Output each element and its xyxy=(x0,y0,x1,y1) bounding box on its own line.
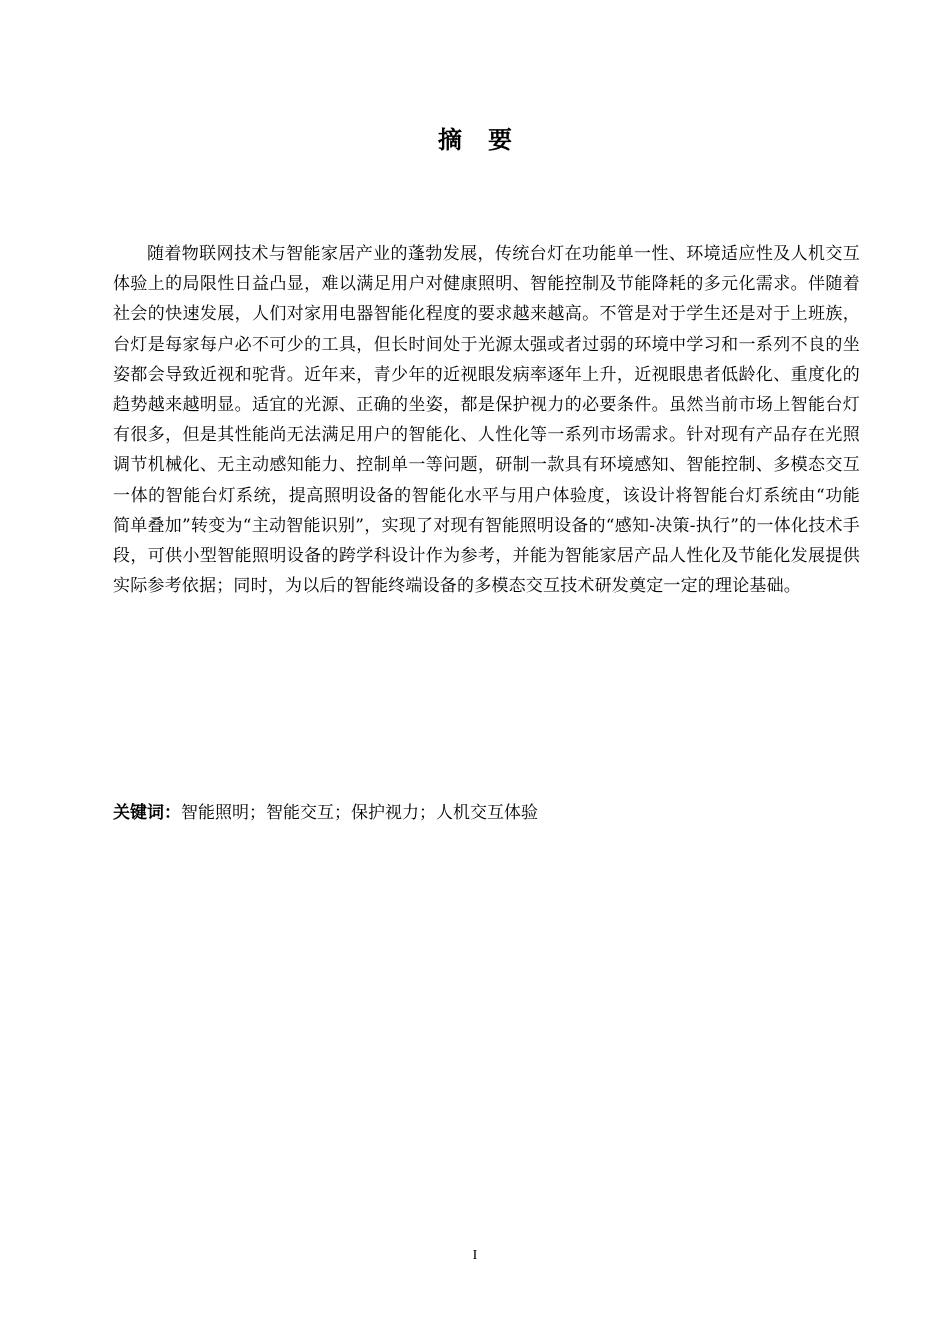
abstract-paragraph: 随着物联网技术与智能家居产业的蓬勃发展，传统台灯在功能单一性、环境适应性及人机交互体验上的局限性日益凸显，难以满足用户对健康照明、智能控制及节能降耗的多元化需求。伴随着社会的快速发展，人们对家用电器智能化程度的要求越来越高。不管是对于学生还是对于上班族，台灯是每家每户必不可少的工具，但长时间处于光源太强或者过弱的环境中学习和一系列不良的坐姿都会导致近视和驼背。近年来，青少年的近视眼发病率逐年上升，近视眼患者低龄化、重度化的趋势越来越明显。适宜的光源、正确的坐姿，都是保护视力的必要条件。虽然当前市场上智能台灯有很多，但是其性能尚无法满足用户的智能化、人性化等一系列市场需求。针对现有产品存在光照调节机械化、无主动感知能力、控制单一等问题，研制一款具有环境感知、智能控制、多模态交互一体的智能台灯系统，提高照明设备的智能化水平与用户体验度，该设计将智能台灯系统由“功能简单叠加”转变为“主动智能识别”，实现了对现有智能照明设备的“感知-决策-执行”的一体化技术手段，可供小型智能照明设备的跨学科设计作为参考，并能为智能家居产品人性化及节能化发展提供实际参考依据；同时，为以后的智能终端设备的多模态交互技术研发奠定一定的理论基础。 xyxy=(113,244,860,597)
keywords-label: 关键词： xyxy=(113,803,181,823)
keywords-text: 智能照明；智能交互；保护视力；人机交互体验 xyxy=(181,803,538,823)
page-number: I xyxy=(472,1248,478,1263)
keywords-line xyxy=(113,800,860,826)
abstract-title: 摘要 xyxy=(438,126,538,154)
